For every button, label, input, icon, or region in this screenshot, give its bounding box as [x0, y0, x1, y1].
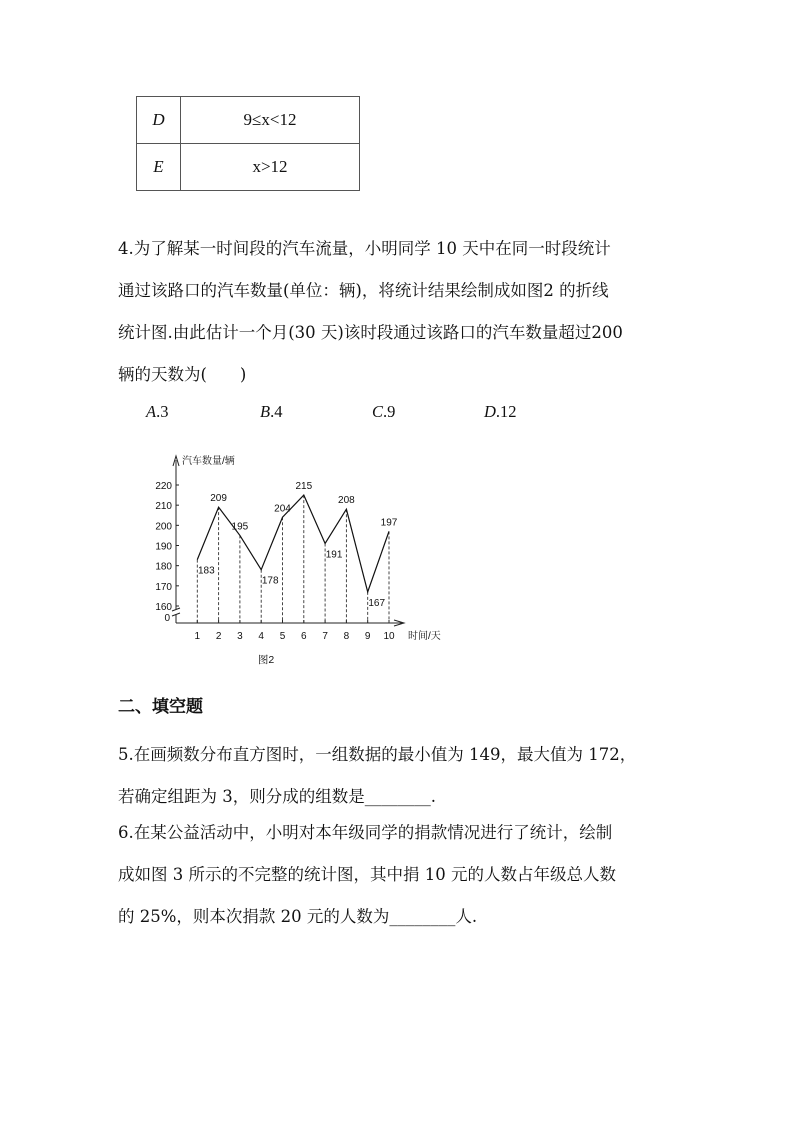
group-range: x>12 [181, 144, 360, 191]
question-6-line: 的 25%，则本次捐款 20 元的人数为________人. [118, 907, 478, 926]
option-b[interactable]: B.4 [260, 402, 283, 421]
x-tick-label: 1 [194, 631, 201, 642]
option-d[interactable]: D.12 [484, 402, 517, 421]
data-label: 183 [197, 565, 215, 577]
table-row [137, 97, 360, 144]
data-label: 204 [274, 503, 291, 515]
y-tick-label-zero: 0 [164, 613, 170, 624]
y-tick-label: 190 [155, 541, 172, 553]
data-label: 197 [380, 517, 398, 529]
group-label: D [137, 97, 181, 144]
option-a[interactable]: A.3 [146, 402, 169, 421]
data-label: 178 [261, 575, 279, 587]
line-chart [140, 448, 470, 676]
question-4-line: 4.为了解某一时间段的汽车流量，小明同学 10 天中在同一时段统计 [118, 239, 611, 258]
x-tick-label: 9 [364, 631, 371, 642]
question-4-line: 辆的天数为( ) [118, 365, 247, 384]
table-row [137, 144, 360, 191]
y-tick-label: 220 [155, 481, 172, 492]
data-label: 195 [231, 521, 249, 533]
series-line [197, 495, 389, 592]
question-5-line: 5.在画频数分布直方图时，一组数据的最小值为 149，最大值为 172， [118, 745, 637, 764]
axis-break-mark [172, 608, 180, 616]
question-4-line: 统计图.由此估计一个月(30 天)该时段通过该路口的汽车数量超过200 [118, 323, 623, 342]
question-4-line: 通过该路口的汽车数量(单位：辆)，将统计结果绘制成如图2 的折线 [118, 281, 609, 300]
question-6 [118, 812, 688, 938]
x-tick-label: 6 [301, 631, 307, 642]
y-tick-label: 170 [155, 581, 172, 593]
data-label: 208 [338, 495, 355, 507]
group-label: E [137, 144, 181, 191]
y-tick-label: 210 [155, 501, 172, 513]
chart-caption: 图2 [257, 654, 275, 666]
data-label: 167 [368, 597, 386, 609]
question-4 [118, 228, 688, 396]
x-axis-label: 时间/天 [408, 631, 441, 642]
x-tick-label: 7 [322, 631, 328, 642]
y-axis-label: 汽车数量/辆 [182, 456, 235, 467]
x-tick-label: 5 [279, 631, 286, 642]
question-6-line: 成如图 3 所示的不完整的统计图，其中捐 10 元的人数占年级总人数 [118, 865, 616, 884]
option-c[interactable]: C.9 [372, 402, 396, 421]
x-tick-label: 3 [237, 631, 243, 642]
y-tick-label: 200 [155, 521, 172, 533]
data-label: 215 [295, 481, 313, 493]
y-tick-label: 160 [155, 602, 172, 613]
data-label: 191 [325, 549, 343, 561]
group-range: 9≤x<12 [181, 97, 360, 144]
x-tick-label: 8 [343, 631, 350, 642]
question-6-line: 6.在某公益活动中，小明对本年级同学的捐款情况进行了统计，绘制 [118, 823, 613, 842]
data-label: 209 [210, 493, 227, 505]
x-tick-label: 10 [383, 631, 395, 642]
question-5 [118, 734, 688, 818]
question-5-line: 若确定组距为 3，则分成的组数是________. [118, 787, 436, 806]
section-title: 二、填空题 [118, 697, 203, 717]
y-tick-label: 180 [155, 561, 172, 573]
x-tick-label: 4 [258, 631, 264, 642]
group-range-table [136, 96, 360, 191]
x-tick-label: 2 [215, 631, 222, 642]
